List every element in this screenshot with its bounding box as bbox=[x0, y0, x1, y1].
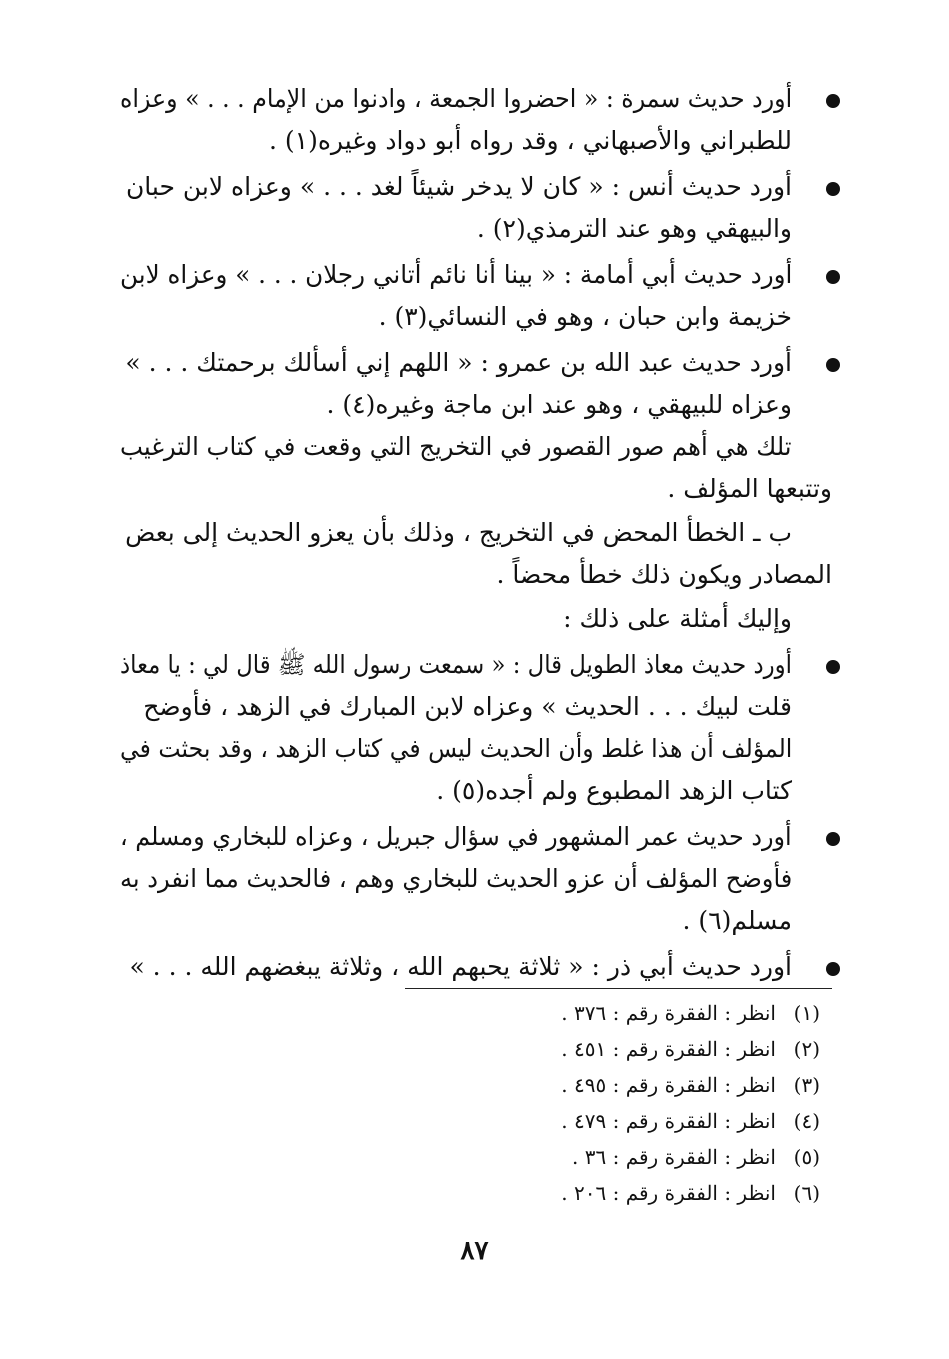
bullet-item bbox=[120, 342, 832, 426]
footnote-text: انظر : الفقرة رقم : ٤٧٩ . bbox=[561, 1109, 776, 1133]
footnote-text: انظر : الفقرة رقم : ٤٩٥ . bbox=[561, 1073, 776, 1097]
footnote-number: (٢) bbox=[793, 1037, 820, 1061]
footnote bbox=[380, 1067, 820, 1103]
bullet-item bbox=[120, 946, 832, 988]
footnote-number: (١) bbox=[793, 1001, 820, 1025]
paragraph bbox=[120, 426, 832, 510]
text-line: ب ـ الخطأ المحض في التخريج ، وذلك بأن يعزو الحديث إلى بعض bbox=[125, 518, 792, 547]
footnote bbox=[380, 1031, 820, 1067]
footnote-text: انظر : الفقرة رقم : ٣٧٦ . bbox=[561, 1001, 776, 1025]
bullet-item bbox=[120, 78, 832, 162]
text-line: أورد حديث معاذ الطويل قال : « سمعت رسول الله ﷺ قال لي : يا معاذ bbox=[120, 650, 792, 679]
text-line: وتتبعها المؤلف . bbox=[667, 474, 832, 503]
text-line: أورد حديث سمرة : « احضروا الجمعة ، وادنوا من الإمام . . . » وعزاه bbox=[119, 84, 792, 113]
paragraph bbox=[120, 598, 832, 640]
footnotes bbox=[380, 995, 820, 1211]
footnote bbox=[380, 995, 820, 1031]
text-line: وإليك أمثلة على ذلك : bbox=[563, 604, 792, 633]
text-line: أورد حديث أبي أمامة : « بينا أنا نائم أتاني رجلان . . . » وعزاه لابن bbox=[119, 260, 792, 289]
text-line: المصادر ويكون ذلك خطأ محضاً . bbox=[496, 560, 832, 589]
footnote-text: انظر : الفقرة رقم : ٣٦ . bbox=[572, 1145, 776, 1169]
text-line: أورد حديث عبد الله بن عمرو : « اللهم إني أسألك برحمتك . . . » bbox=[125, 348, 792, 377]
footnote bbox=[380, 1175, 820, 1211]
text-line: خزيمة وابن حبان ، وهو في النسائي(٣) . bbox=[378, 302, 792, 331]
text-line: أورد حديث عمر المشهور في سؤال جبريل ، وعزاه للبخاري ومسلم ، bbox=[120, 822, 792, 851]
text-line: أورد حديث أبي ذر : « ثلاثة يحبهم الله ، وثلاثة يبغضهم الله . . . » bbox=[129, 952, 792, 981]
text-line: تلك هي أهم صور القصور في التخريج التي وقعت في كتاب الترغيب bbox=[120, 432, 792, 461]
text-line: فأوضح المؤلف أن عزو الحديث للبخاري وهم ، فالحديث مما انفرد به bbox=[119, 864, 792, 893]
text-line: كتاب الزهد المطبوع ولم أجده(٥) . bbox=[436, 776, 792, 805]
footnote-number: (٥) bbox=[793, 1145, 820, 1169]
text-line: المؤلف أن هذا غلط وأن الحديث ليس في كتاب الزهد ، وقد بحثت في bbox=[119, 734, 792, 763]
page-number: ٨٧ bbox=[460, 1236, 489, 1266]
text-line: مسلم(٦) . bbox=[682, 906, 792, 935]
text-line: وعزاه للبيهقي ، وهو عند ابن ماجة وغيره(٤) . bbox=[326, 390, 792, 419]
footnote-number: (٣) bbox=[793, 1073, 820, 1097]
footnote bbox=[380, 1139, 820, 1175]
paragraph bbox=[120, 512, 832, 596]
bullet-item bbox=[120, 816, 832, 942]
main-text bbox=[120, 78, 832, 988]
bullet-item bbox=[120, 166, 832, 250]
footnote-number: (٤) bbox=[793, 1109, 820, 1133]
text-line: قلت لبيك . . . الحديث » وعزاه لابن المبارك في الزهد ، فأوضح bbox=[143, 692, 792, 721]
footnote bbox=[380, 1103, 820, 1139]
bullet-item bbox=[120, 644, 832, 812]
footnote-text: انظر : الفقرة رقم : ٤٥١ . bbox=[561, 1037, 776, 1061]
footnote-text: انظر : الفقرة رقم : ٢٠٦ . bbox=[561, 1181, 776, 1205]
text-line: أورد حديث أنس : « كان لا يدخر شيئاً لغد . . . » وعزاه لابن حبان bbox=[125, 172, 792, 201]
bullet-item bbox=[120, 254, 832, 338]
text-line: للطبراني والأصبهاني ، وقد رواه أبو دواد وغيره(١) . bbox=[268, 126, 792, 155]
text-line: والبيهقي وهو عند الترمذي(٢) . bbox=[476, 214, 792, 243]
footnote-number: (٦) bbox=[793, 1181, 820, 1205]
footnote-divider bbox=[405, 988, 832, 989]
